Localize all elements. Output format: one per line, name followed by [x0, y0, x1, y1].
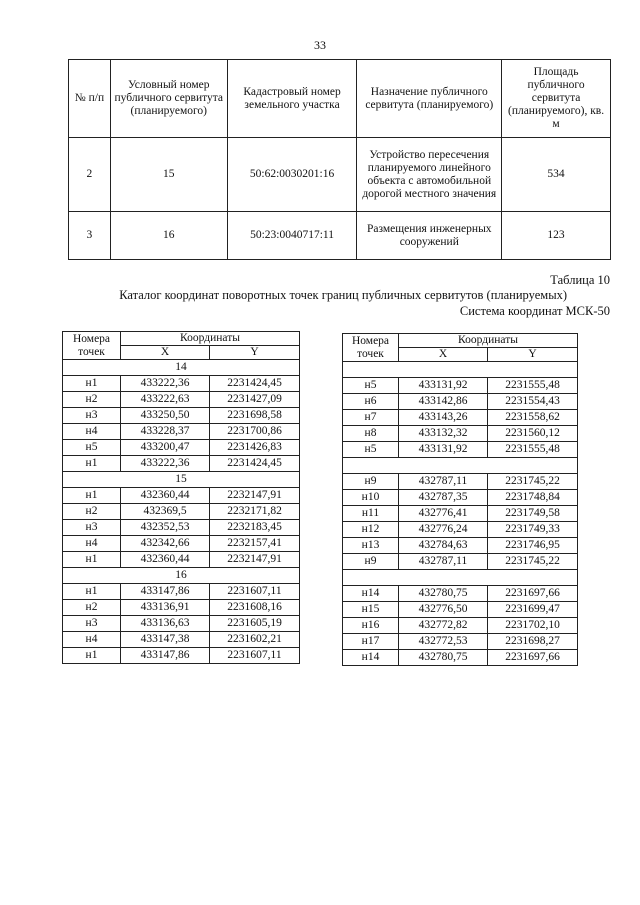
table-row	[63, 424, 300, 440]
point-name: н9	[343, 554, 399, 570]
coordinates-table-right	[342, 333, 578, 666]
table-cell: Размещения инженерных сооружений	[357, 212, 502, 260]
y-value: 2231697,66	[488, 586, 578, 602]
x-value: 433136,63	[121, 616, 210, 632]
table-row	[63, 392, 300, 408]
x-value: 432772,53	[399, 634, 488, 650]
section-row	[63, 568, 300, 584]
header-cadastral-number: Кадастровый номер земельного участка	[227, 60, 357, 138]
table-row	[343, 650, 578, 666]
y-value: 2232147,91	[210, 488, 300, 504]
table-row	[63, 536, 300, 552]
table-row	[343, 538, 578, 554]
x-value: 432776,24	[399, 522, 488, 538]
y-value: 2231698,58	[210, 408, 300, 424]
table-row	[343, 474, 578, 490]
point-name: н6	[343, 394, 399, 410]
table-row	[343, 586, 578, 602]
y-value: 2231748,84	[488, 490, 578, 506]
point-name: н9	[343, 474, 399, 490]
table-number: Таблица 10	[550, 273, 610, 287]
x-value: 433222,63	[121, 392, 210, 408]
x-value: 433147,38	[121, 632, 210, 648]
point-name: н11	[343, 506, 399, 522]
y-value: 2231554,43	[488, 394, 578, 410]
x-value: 432787,35	[399, 490, 488, 506]
point-name: н1	[63, 648, 121, 664]
table-cell: 2	[69, 138, 111, 212]
table-row	[63, 616, 300, 632]
y-value: 2231607,11	[210, 648, 300, 664]
section-row	[343, 362, 578, 378]
point-name: н2	[63, 600, 121, 616]
header-coordinates: Координаты	[121, 332, 300, 346]
x-value: 433250,50	[121, 408, 210, 424]
point-name: н1	[63, 376, 121, 392]
header-area: Площадь публичного сервитута (планируемого), кв. м	[502, 60, 611, 138]
x-value: 432787,11	[399, 554, 488, 570]
point-name: н2	[63, 392, 121, 408]
point-name: н16	[343, 618, 399, 634]
y-value: 2232171,82	[210, 504, 300, 520]
point-name: н5	[343, 442, 399, 458]
header-coordinates: Координаты	[399, 334, 578, 348]
x-value: 433228,37	[121, 424, 210, 440]
y-value: 2232157,41	[210, 536, 300, 552]
point-name: н4	[63, 632, 121, 648]
header-x: X	[121, 346, 210, 360]
table-cell: 50:23:0040717:11	[227, 212, 357, 260]
section-row	[63, 472, 300, 488]
x-value: 433142,86	[399, 394, 488, 410]
section-row	[343, 458, 578, 474]
header-purpose: Назначение публичного сервитута (планируемого)	[357, 60, 502, 138]
x-value: 432369,5	[121, 504, 210, 520]
table-row	[63, 600, 300, 616]
y-value: 2232183,45	[210, 520, 300, 536]
table-row	[343, 602, 578, 618]
table-row	[63, 504, 300, 520]
table-row	[343, 378, 578, 394]
section-label: 16	[63, 568, 300, 584]
section-label: 15	[63, 472, 300, 488]
header-points: Номера точек	[63, 332, 121, 360]
table-row	[343, 410, 578, 426]
y-value: 2231608,16	[210, 600, 300, 616]
table-row	[343, 634, 578, 650]
y-value: 2231700,86	[210, 424, 300, 440]
y-value: 2231745,22	[488, 554, 578, 570]
y-value: 2231424,45	[210, 376, 300, 392]
table-row	[63, 648, 300, 664]
y-value: 2232147,91	[210, 552, 300, 568]
point-name: н5	[63, 440, 121, 456]
x-value: 432776,41	[399, 506, 488, 522]
point-name: н5	[343, 378, 399, 394]
x-value: 432360,44	[121, 488, 210, 504]
x-value: 433222,36	[121, 376, 210, 392]
table-row	[63, 440, 300, 456]
x-value: 432780,75	[399, 586, 488, 602]
x-value: 433200,47	[121, 440, 210, 456]
table-cell: 15	[110, 138, 227, 212]
point-name: н3	[63, 616, 121, 632]
page-number: 33	[314, 38, 326, 52]
y-value: 2231745,22	[488, 474, 578, 490]
y-value: 2231555,48	[488, 442, 578, 458]
section-label	[343, 570, 578, 586]
section-label	[343, 362, 578, 378]
point-name: н17	[343, 634, 399, 650]
point-name: н4	[63, 536, 121, 552]
point-name: н7	[343, 410, 399, 426]
table-row	[63, 552, 300, 568]
table-title: Каталог координат поворотных точек границ публичных сервитутов (планируемых)	[119, 288, 567, 302]
x-value: 433143,26	[399, 410, 488, 426]
table-row	[343, 522, 578, 538]
section-row	[63, 360, 300, 376]
x-value: 432776,50	[399, 602, 488, 618]
table-cell: 50:62:0030201:16	[227, 138, 357, 212]
y-value: 2231558,62	[488, 410, 578, 426]
point-name: н14	[343, 586, 399, 602]
table-cell: 16	[110, 212, 227, 260]
x-value: 433222,36	[121, 456, 210, 472]
table-cell: Устройство пересечения планируемого линейного объекта с автомобильной дорогой местного значения	[357, 138, 502, 212]
table-header-row	[69, 60, 611, 138]
y-value: 2231602,21	[210, 632, 300, 648]
y-value: 2231426,83	[210, 440, 300, 456]
section-label: 14	[63, 360, 300, 376]
header-number: № п/п	[69, 60, 111, 138]
table-row	[63, 632, 300, 648]
table-cell: 3	[69, 212, 111, 260]
table-row	[69, 138, 611, 212]
x-value: 433147,86	[121, 648, 210, 664]
point-name: н1	[63, 584, 121, 600]
table-row	[69, 212, 611, 260]
table-row	[63, 520, 300, 536]
x-value: 433132,32	[399, 426, 488, 442]
header-y: Y	[488, 348, 578, 362]
point-name: н12	[343, 522, 399, 538]
table-row	[63, 488, 300, 504]
header-points: Номера точек	[343, 334, 399, 362]
table-row	[63, 376, 300, 392]
point-name: н1	[63, 488, 121, 504]
header-conditional-number: Условный номер публичного сервитута (планируемого)	[110, 60, 227, 138]
table-row	[343, 442, 578, 458]
servitude-table	[68, 59, 611, 260]
point-name: н10	[343, 490, 399, 506]
point-name: н14	[343, 650, 399, 666]
y-value: 2231749,58	[488, 506, 578, 522]
x-value: 432784,63	[399, 538, 488, 554]
point-name: н8	[343, 426, 399, 442]
y-value: 2231605,19	[210, 616, 300, 632]
point-name: н13	[343, 538, 399, 554]
point-name: н4	[63, 424, 121, 440]
table-row	[63, 584, 300, 600]
x-value: 433147,86	[121, 584, 210, 600]
table-row	[343, 618, 578, 634]
x-value: 432352,53	[121, 520, 210, 536]
table-row	[343, 506, 578, 522]
x-value: 432780,75	[399, 650, 488, 666]
x-value: 432342,66	[121, 536, 210, 552]
table-row	[343, 554, 578, 570]
section-row	[343, 570, 578, 586]
y-value: 2231424,45	[210, 456, 300, 472]
point-name: н1	[63, 552, 121, 568]
x-value: 433136,91	[121, 600, 210, 616]
y-value: 2231555,48	[488, 378, 578, 394]
point-name: н2	[63, 504, 121, 520]
y-value: 2231560,12	[488, 426, 578, 442]
y-value: 2231427,09	[210, 392, 300, 408]
header-x: X	[399, 348, 488, 362]
table-row	[343, 490, 578, 506]
y-value: 2231746,95	[488, 538, 578, 554]
coordinate-system: Система координат МСК-50	[459, 304, 610, 318]
table-row	[63, 408, 300, 424]
x-value: 433131,92	[399, 442, 488, 458]
y-value: 2231607,11	[210, 584, 300, 600]
x-value: 432772,82	[399, 618, 488, 634]
table-cell: 123	[502, 212, 611, 260]
section-label	[343, 458, 578, 474]
y-value: 2231749,33	[488, 522, 578, 538]
point-name: н3	[63, 520, 121, 536]
x-value: 433131,92	[399, 378, 488, 394]
y-value: 2231697,66	[488, 650, 578, 666]
x-value: 432787,11	[399, 474, 488, 490]
table-row	[343, 426, 578, 442]
point-name: н1	[63, 456, 121, 472]
x-value: 432360,44	[121, 552, 210, 568]
table-cell: 534	[502, 138, 611, 212]
y-value: 2231699,47	[488, 602, 578, 618]
table-row	[63, 456, 300, 472]
y-value: 2231702,10	[488, 618, 578, 634]
header-y: Y	[210, 346, 300, 360]
y-value: 2231698,27	[488, 634, 578, 650]
point-name: н3	[63, 408, 121, 424]
point-name: н15	[343, 602, 399, 618]
coordinates-table-left	[62, 331, 300, 664]
table-row	[343, 394, 578, 410]
